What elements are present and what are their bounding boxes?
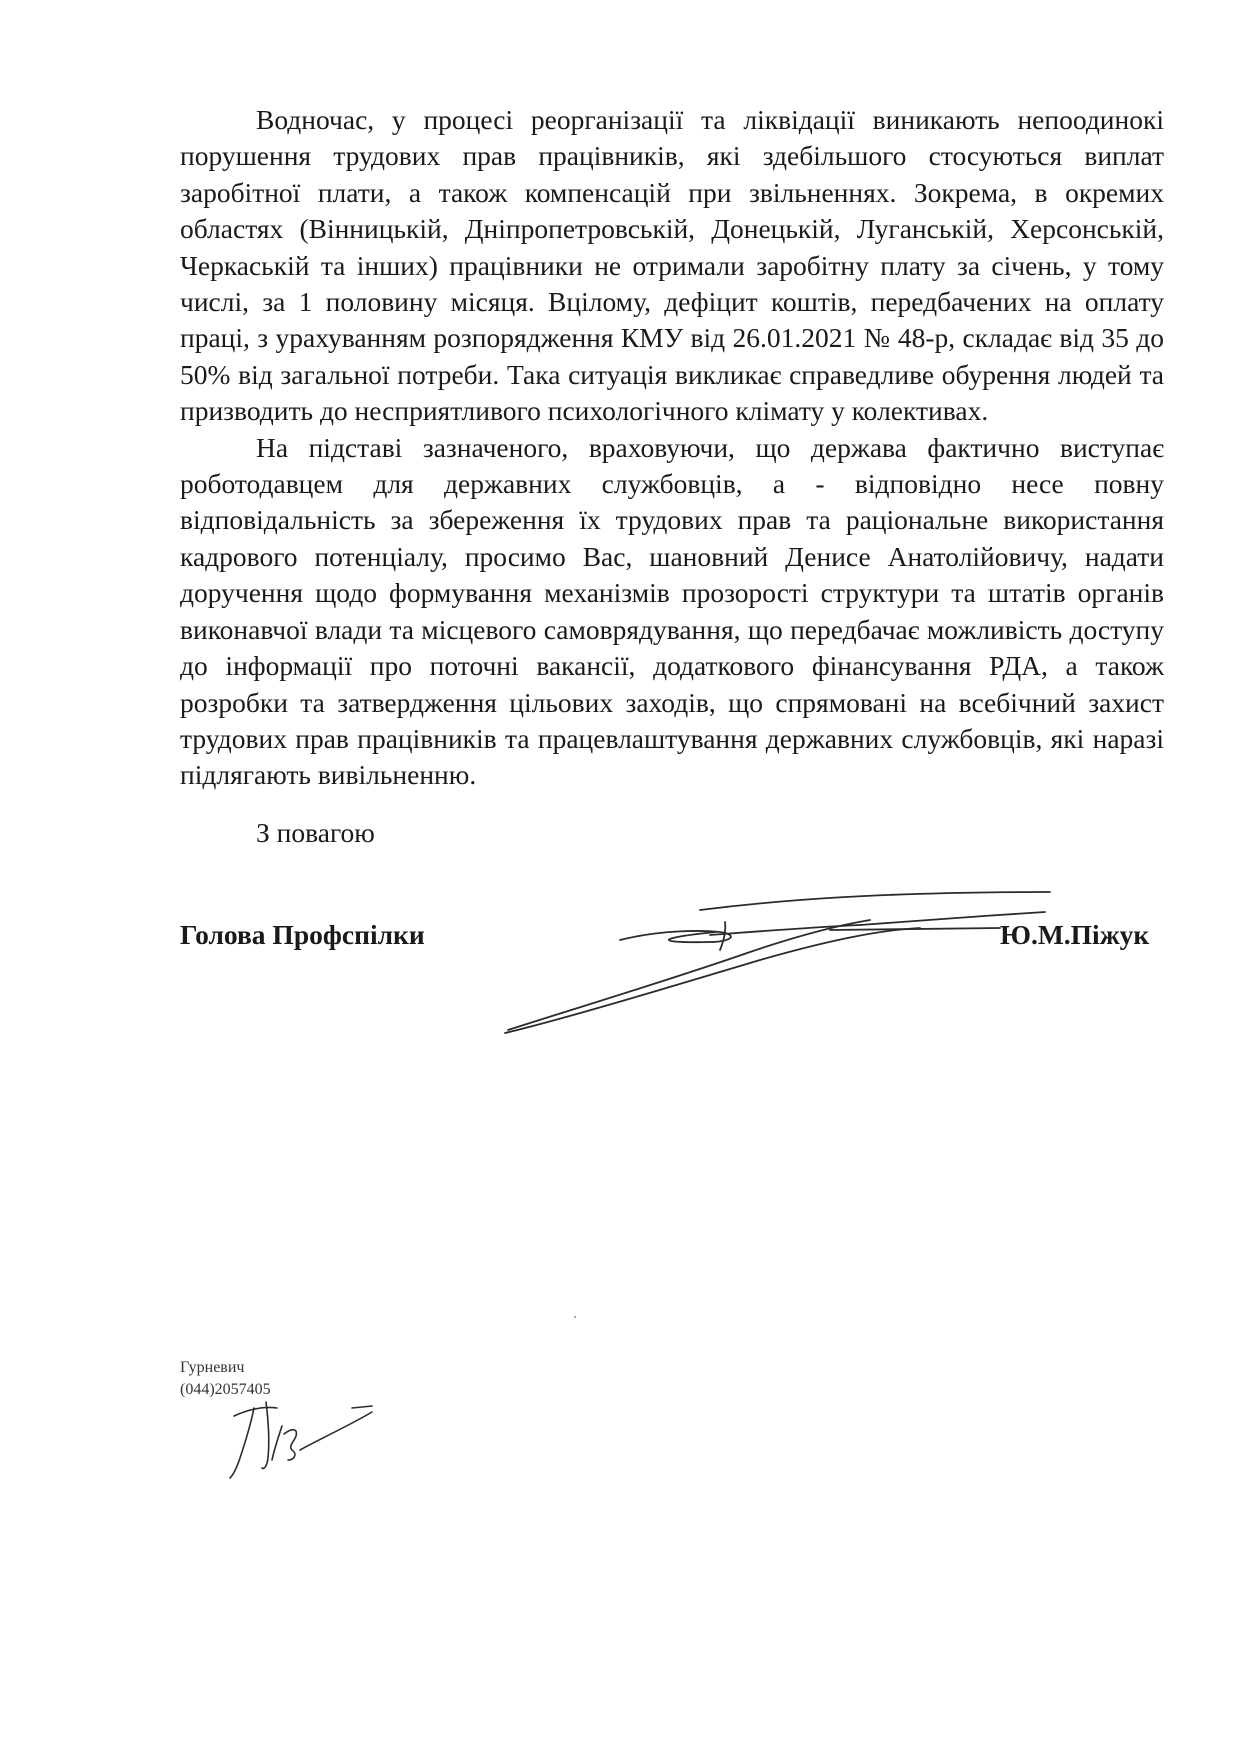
paragraph-1: Водночас, у процесі реорганізації та ліквідації виникають непоодинокі порушення трудових прав працівників, які здебільшого стосуються виплат заробітної плати, а також компенсацій при звільненнях. Зокрема, в окремих областях (Вінницькій, Дніпропетровській, Донецькій, Луганській, Херсонській, Черкаській та інших) працівники не отримали заробітну плату за січень, у тому числі, за 1 половину місяця. Вцілому, дефіцит коштів, передбачених на оплату праці, з урахуванням розпорядження КМУ від 26.01.2021 № 48-р, складає від 35 до 50% від загальної потреби. Така ситуація викликає справедливе обурення людей та призводить до несприятливого психологічного клімату у колективах. <box>180 104 1164 427</box>
signatory-name: Ю.М.Піжук <box>1000 919 1150 950</box>
handwritten-initials <box>222 1398 412 1498</box>
executor-name: Гурневич <box>180 1359 245 1376</box>
executor-phone: (044)2057405 <box>180 1381 271 1398</box>
executor-block <box>180 1357 271 1401</box>
paragraph-2: На підставі зазначеного, враховуючи, що держава фактично виступає роботодавцем для державних службовців, а - відповідно несе повну відповідальність за збереження їх трудових прав та раціональне використання кадрового потенціалу, просимо Вас, шановний Денисе Анатолійовичу, надати доручення щодо формування механізмів прозорості структури та штатів органів виконавчої влади та місцевого самоврядування, що передбачає можливість доступу до інформації про поточні вакансії, додаткового фінансування РДА, а також розробки та затвердження цільових заходів, що спрямовані на всебічний захист трудових прав працівників та працевлаштування державних службовців, які наразі підлягають вивільненню. <box>180 431 1164 791</box>
handwritten-signature <box>500 880 1060 1045</box>
scan-speck <box>574 1316 576 1318</box>
closing-phrase: З повагою <box>256 817 375 848</box>
letter-body <box>180 102 1164 794</box>
signatory-title: Голова Профспілки <box>180 919 425 950</box>
